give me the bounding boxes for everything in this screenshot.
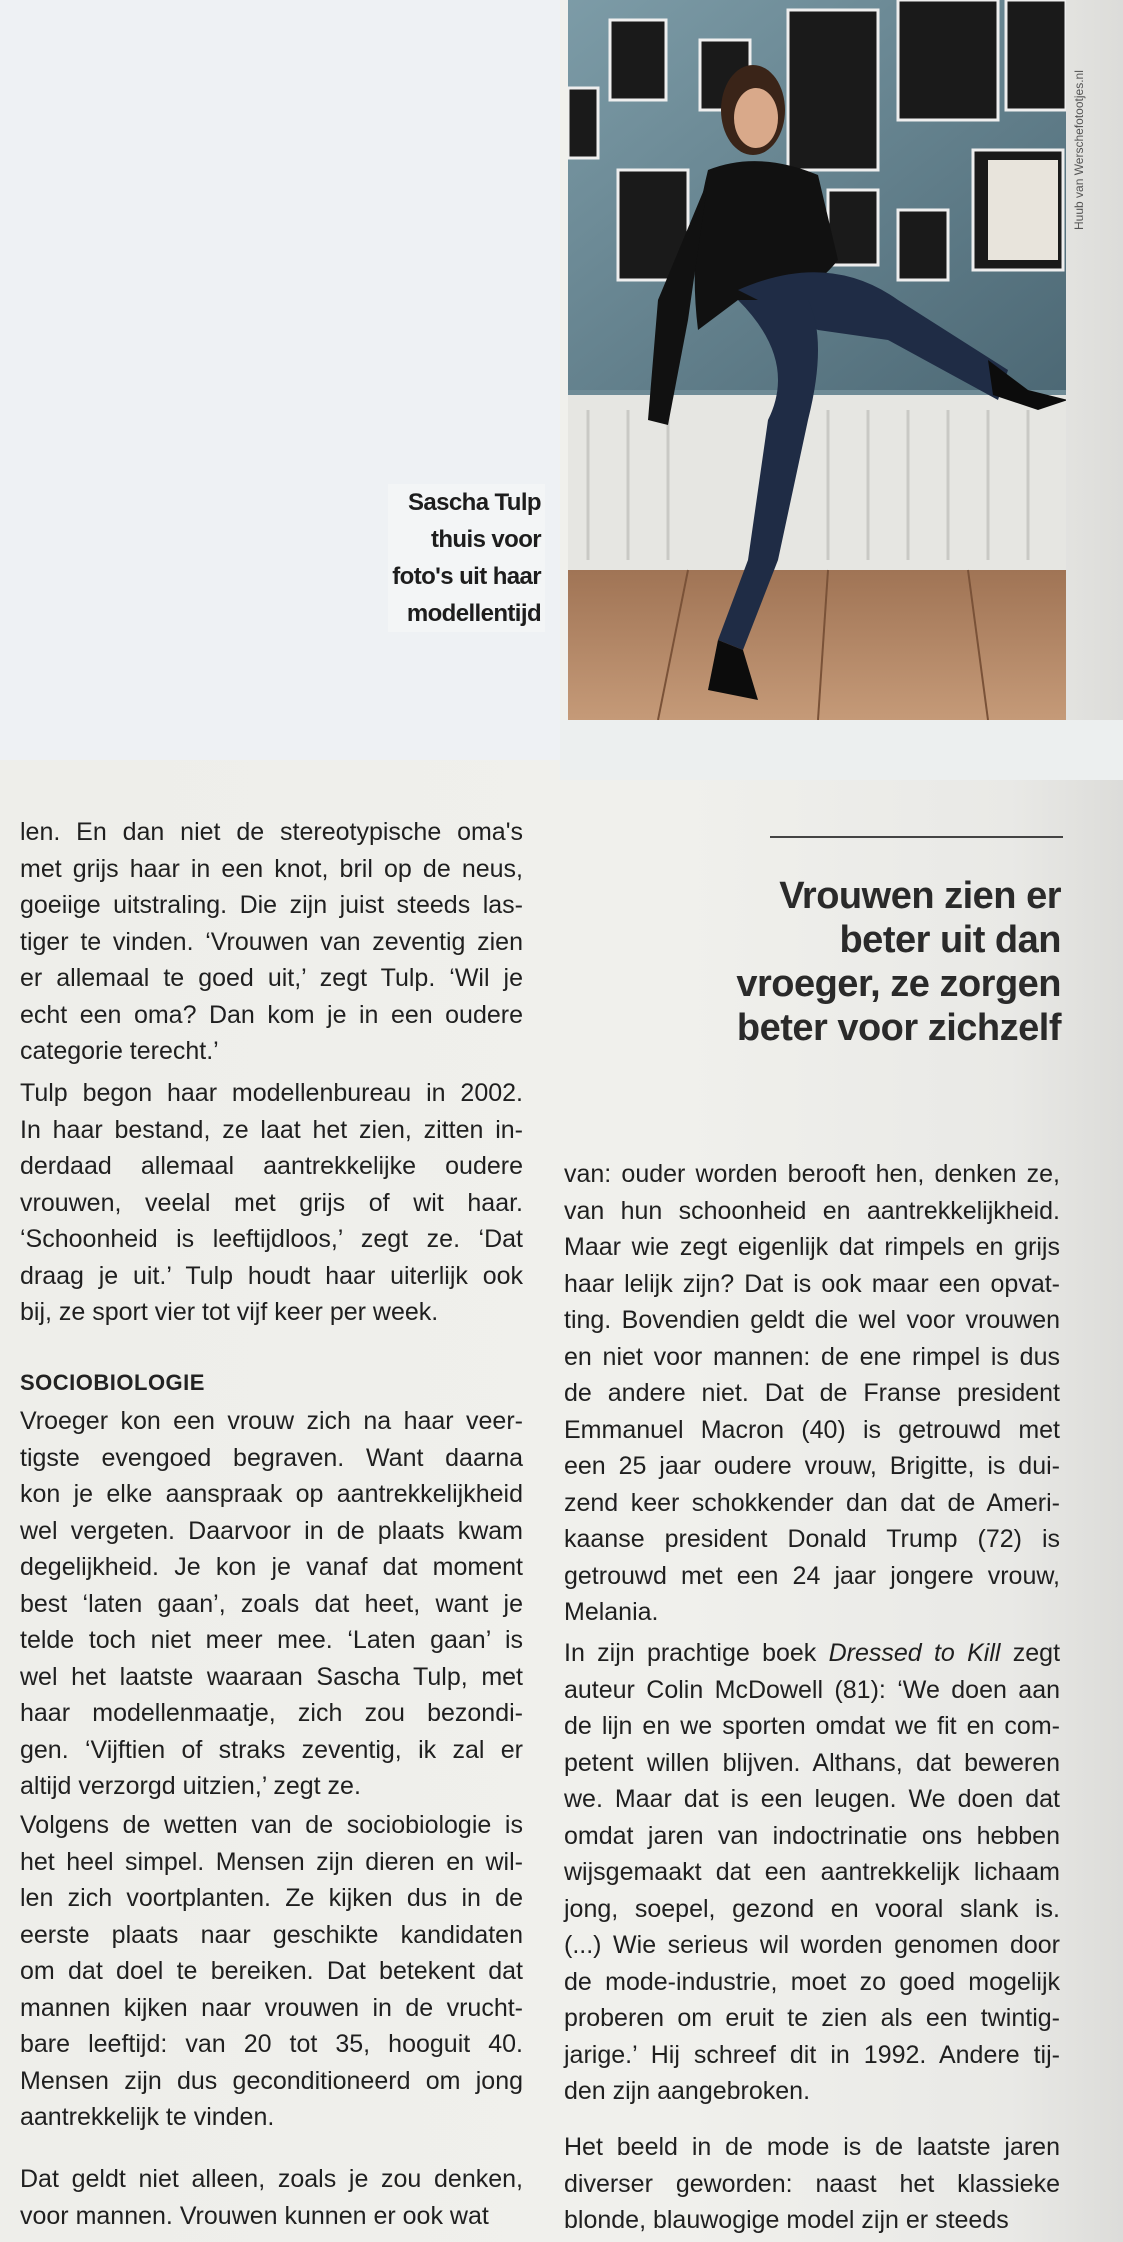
text-line: omdat jaren van indoctrinatie ons hebben [564,1821,1060,1850]
text-line: blonde, blauwogige model zijn er steeds [564,2206,1009,2234]
text-line: echt een oma? Dan kom je in een oudere [20,1000,523,1029]
paragraph [20,1075,523,1331]
text-line: wijsgemaakt dat een aantrekkelijk lichaam [564,1858,1060,1886]
text-line: Maar wie zegt eigenlijk dat rimpels en grijs [564,1233,1060,1261]
page-top-sheet-right [560,720,1123,780]
text-line: en niet voor mannen: de ene rimpel is dus [564,1342,1060,1371]
text-line: wel het laatste waaraan Sascha Tulp, met [20,1662,523,1691]
text-line: van: ouder worden berooft hen, denken ze, [564,1160,1060,1188]
text-line: altijd verzorgd uitzien,’ zegt ze. [20,1772,361,1800]
text-line: degelijkheid. Je kon je vanaf dat moment [20,1553,523,1581]
text-line: len zich voortplanten. Ze kijken dus in de [20,1884,523,1912]
text-line: het heel simpel. Mensen zijn dieren en wil- [20,1847,523,1876]
text-line: Dat geldt niet alleen, zoals je zou denken, [20,2165,523,2193]
text-line: getrouwd met een 24 jaar jongere vrouw, [564,1561,1060,1590]
text-line: jarige.’ Hij schreef dit in 1992. Andere tij- [564,2040,1060,2069]
text-line: Emmanuel Macron (40) is getrouwd met [564,1415,1060,1444]
text-line: eerste plaats naar geschikte kandidaten [20,1920,523,1949]
text-line: zend keer schokkender dan dat de Ameri- [564,1488,1060,1517]
text-line: diverser geworden: naast het klassieke [564,2169,1060,2198]
paragraph [564,1635,1060,2110]
text-line: tiger te vinden. ‘Vrouwen van zeventig zien [20,927,523,956]
text-line: ting. Bovendien geldt die wel voor vrouwen [564,1306,1060,1334]
text-line: bij, ze sport vier tot vijf keer per week. [20,1298,439,1326]
paragraph [20,1807,523,2136]
text-line: de mode-industrie, moet zo goed mogelijk [564,1967,1060,1996]
text-line: we. Maar dat is een leugen. We doen dat [564,1785,1060,1813]
paragraph [564,1156,1060,1631]
text-line: een 25 jaar oudere vrouw, Brigitte, is dui- [564,1452,1060,1480]
text-line: de lijn en we sporten omdat we fit en com- [564,1712,1060,1740]
text-line: gen. ‘Vijftien of straks zeventig, ik zal er [20,1735,523,1764]
text-line: telde toch niet meer mee. ‘Laten gaan’ is [20,1626,523,1654]
text-line: In zijn prachtige boek Dressed to Kill zegt [564,1639,1061,1667]
text-line: vrouwen, veelal met grijs of wit haar. [20,1188,523,1217]
text-line: proberen om eruit te zien als een twintig- [564,2004,1060,2032]
pullquote-line: Vrouwen zien er [779,875,1061,917]
section-heading: SOCIOBIOLOGIE [20,1370,205,1395]
photo-caption [388,484,545,632]
text-line: Mensen zijn dus geconditioneerd om jong [20,2066,523,2095]
pullquote-line: beter voor zichzelf [736,1007,1061,1049]
text-line: Tulp begon haar modellenbureau in 2002. [20,1079,523,1107]
pullquote [736,874,1061,1050]
caption-line: modellentijd [406,600,541,627]
text-line: jong, soepel, gezond en vooral slank is. [564,1894,1060,1923]
caption-line: foto's uit haar [392,563,541,590]
text-line: Vroeger kon een vrouw zich na haar veer- [20,1407,523,1435]
text-line: auteur Colin McDowell (81): ‘We doen aan [564,1675,1060,1704]
text-line: categorie terecht.’ [20,1037,219,1065]
text-line: er allemaal te goed uit,’ zegt Tulp. ‘Wil je [20,964,523,992]
paragraph [20,814,523,1070]
text-line: kaanse president Donald Trump (72) is [564,1525,1060,1553]
text-line: len. En dan niet de stereotypische oma's [20,818,523,846]
text-line: van hun schoonheid en aantrekkelijkheid. [564,1196,1060,1225]
text-line: aantrekkelijk te vinden. [20,2103,275,2131]
text-line: petent willen blijven. Althans, dat beweren [564,1748,1060,1777]
text-line: mannen kijken naar vrouwen in de vrucht- [20,1993,523,2022]
caption-line: Sascha Tulp [408,489,541,516]
paragraph [20,1403,523,1805]
photo-sascha-tulp [568,0,1066,720]
text-line: (...) Wie serieus wil worden genomen door [564,1931,1060,1959]
text-line: om dat doel te bereiken. Dat betekent dat [20,1957,523,1985]
paragraph [20,2161,523,2234]
text-line: goeiige uitstraling. Die zijn juist steeds las- [20,891,523,919]
pullquote-divider [770,836,1063,838]
pullquote-line: vroeger, ze zorgen [736,963,1061,1005]
text-line: wel vergeten. Daarvoor in de plaats kwam [20,1516,523,1545]
text-line: Volgens de wetten van de sociobiologie is [20,1811,523,1839]
photo-credit: Huub van Werschefotootjes.nl [1072,70,1086,230]
photo-illustration [568,0,1066,720]
text-line: best ‘laten gaan’, zoals dat heet, want je [20,1589,523,1618]
pullquote-line: beter uit dan [839,919,1061,961]
text-line: haar modellenmaatje, zich zou bezondi- [20,1699,523,1727]
page-top-sheet [0,0,560,760]
text-line: bare leeftijd: van 20 tot 35, hooguit 40. [20,2030,523,2058]
text-line: Melania. [564,1598,659,1626]
text-line: derdaad allemaal aantrekkelijke oudere [20,1152,523,1180]
text-line: met grijs haar in een knot, bril op de neus, [20,854,523,883]
text-line: voor mannen. Vrouwen kunnen er ook wat [20,2201,489,2230]
text-line: kon je elke aanspraak op aantrekkelijkheid [20,1480,523,1508]
text-line: de andere niet. Dat de Franse president [564,1379,1060,1407]
paragraph [564,2129,1060,2239]
text-line: tigste evengoed begraven. Want daarna [20,1443,523,1472]
book-title: Dressed to Kill [828,1639,1001,1667]
text-line: ‘Schoonheid is leeftijdloos,’ zegt ze. ‘Dat [20,1225,523,1253]
text-line: haar lelijk zijn? Dat is ook maar een opvat- [564,1269,1060,1298]
caption-line: thuis voor [430,526,541,553]
text-line: draag je uit.’ Tulp houdt haar uiterlijk ook [20,1261,523,1290]
text-line: Het beeld in de mode is de laatste jaren [564,2133,1060,2161]
text-line: den zijn aangebroken. [564,2077,811,2105]
text-line: In haar bestand, ze laat het zien, zitten in- [20,1115,523,1144]
